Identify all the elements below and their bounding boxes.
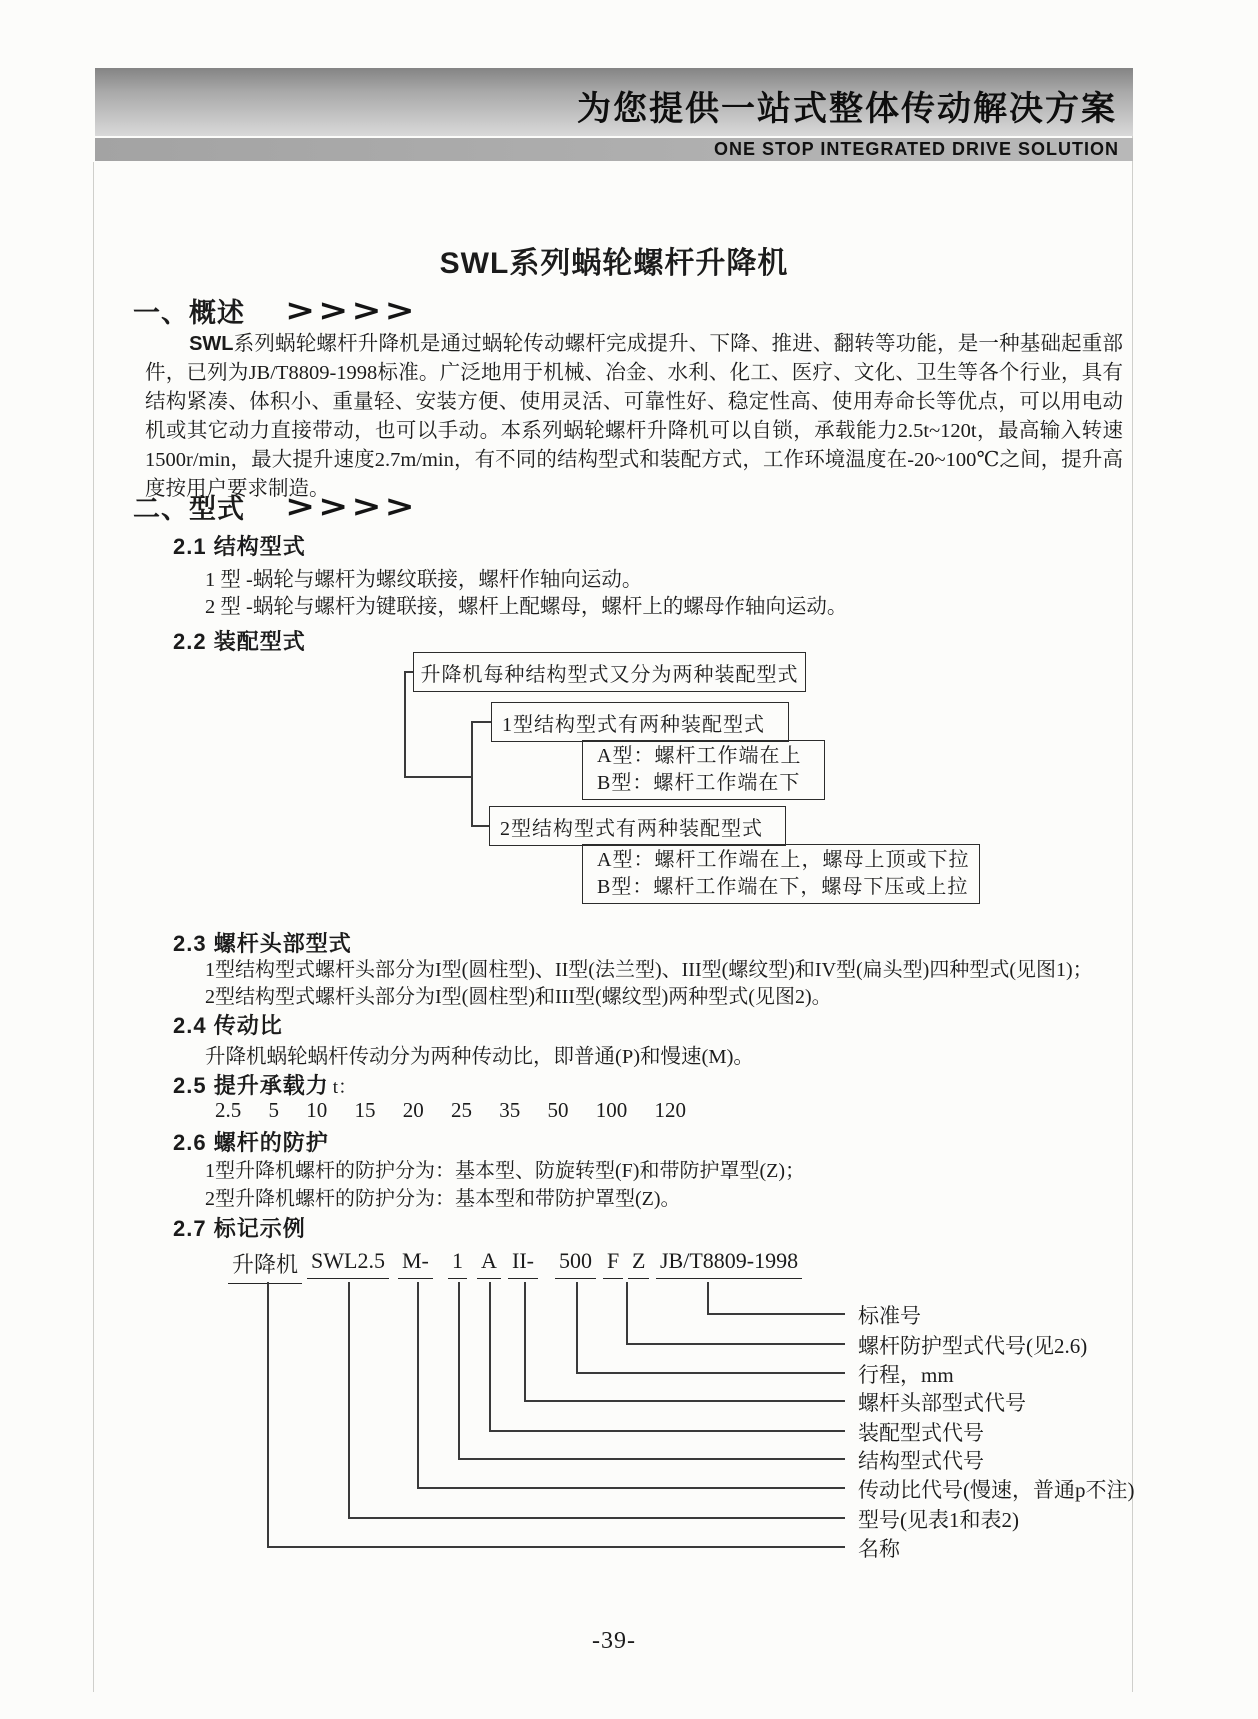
marking-part-model: SWL2.5 [307,1248,389,1279]
marking-label-head-type: 螺杆头部型式代号 [858,1391,1026,1415]
connector-line [348,1282,350,1517]
overview-paragraph [145,330,1123,504]
connector-line [267,1282,269,1546]
connector-line [267,1546,845,1548]
flow-type1-option-b: B型：螺杆工作端在下 [597,772,801,794]
overview-lead-bold: SWL [189,333,234,355]
structure-type-item: 1 型 -蜗轮与螺杆为螺纹联接，螺杆作轴向运动。 [205,569,643,591]
page-edge-left [93,162,94,1692]
marking-label-name: 名称 [858,1537,900,1561]
connector-line [471,721,473,826]
connector-line [707,1313,845,1315]
marking-part-structure-code: 1 [448,1248,467,1279]
connector-line [348,1517,845,1519]
section-types-label: 二、型式 [133,494,245,524]
heading-screw-head-type: 2.3 螺杆头部型式 [173,931,352,956]
connector-line [458,1282,460,1458]
marking-part-ratio-code: M- [398,1248,433,1279]
chevrons-decoration: >>>> [285,293,418,328]
flow-box-type2: 2型结构型式有两种装配型式 [489,806,786,846]
marking-part-standard: JB/T8809-1998 [656,1248,802,1279]
header-strip [95,138,1133,161]
heading-structure-type: 2.1 结构型式 [173,534,306,559]
flow-box-type2-options [582,844,980,904]
marking-part-name: 升降机 [228,1248,302,1284]
screw-head-line: 2型结构型式螺杆头部分为I型(圆柱型)和III型(螺纹型)两种型式(见图2)。 [205,986,832,1008]
connector-line [707,1282,709,1313]
connector-line [524,1400,845,1402]
connector-line [458,1458,845,1460]
connector-line [576,1372,845,1374]
heading-marking-example: 2.7 标记示例 [173,1216,306,1241]
flow-box-type1: 1型结构型式有两种装配型式 [491,702,789,742]
connector-line [524,1282,526,1400]
marking-part-stroke: 500 [555,1248,596,1279]
section-types-heading [133,486,418,527]
page-number: -39- [592,1628,636,1654]
connector-line [417,1487,845,1489]
connector-line [404,776,472,778]
marking-label-assembly: 装配型式代号 [858,1421,984,1445]
overview-paragraph-text: 系列蜗轮螺杆升降机是通过蜗轮传动螺杆完成提升、下降、推进、翻转等功能，是一种基础起重部件，已列为JB/T8809-1998标准。广泛地用于机械、冶金、水利、化工、医疗、文化、卫生等各个行业，具有结构紧凑、体积小、重量轻、安装方便、使用灵活、可靠性好、稳定性高、使用寿命长等优点，可以用电动机或其它动力直接带动，也可以手动。本系列蜗轮螺杆升降机可以自锁，承载能力2.5t~120t，最高输入转速1500r/min，最大提升速度2.7m/min，有不同的结构型式和装配方式，工作环境温度在-20~100℃之间，提升高度按用户要求制造。 [145,333,1123,500]
page-edge-right [1132,68,1133,1692]
marking-part-protection-f: F [603,1248,623,1279]
heading-assembly-type: 2.2 装配型式 [173,629,306,654]
marking-label-ratio: 传动比代号(慢速，普通p不注) [858,1478,1135,1502]
marking-part-protection-z: Z [628,1248,649,1279]
connector-line [626,1343,845,1345]
marking-part-assembly-code: A [477,1248,501,1279]
connector-line [471,721,491,723]
marking-label-model: 型号(见表1和表2) [858,1508,1019,1532]
protection-line: 2型升降机螺杆的防护分为：基本型和带防护罩型(Z)。 [205,1188,681,1210]
connector-line [471,825,489,827]
capacity-unit: t： [332,1077,357,1098]
connector-line [576,1282,578,1372]
section-overview-label: 一、概述 [133,298,245,328]
marking-label-standard: 标准号 [858,1304,921,1328]
capacity-values: 2.5 5 10 15 20 25 35 50 100 120 [215,1098,686,1122]
flow-type1-option-a: A型：螺杆工作端在上 [597,745,802,767]
heading-capacity-label: 2.5 提升承载力 [173,1073,329,1098]
heading-capacity [173,1069,357,1100]
heading-protection: 2.6 螺杆的防护 [173,1130,329,1155]
header-slogan-cn: 为您提供一站式整体传动解决方案 [577,91,1117,128]
page-title: SWL系列蜗轮螺杆升降机 [439,247,789,280]
header-slogan-en: ONE STOP INTEGRATED DRIVE SOLUTION [713,139,1119,159]
marking-part-head-code: II- [508,1248,538,1279]
flow-type2-option-b: B型：螺杆工作端在下，螺母下压或上拉 [597,876,969,898]
connector-line [489,1282,491,1430]
heading-ratio: 2.4 传动比 [173,1013,283,1038]
section-overview-heading [133,290,418,331]
protection-line: 1型升降机螺杆的防护分为：基本型、防旋转型(F)和带防护罩型(Z)； [205,1160,805,1182]
flow-box-root: 升降机每种结构型式又分为两种装配型式 [413,652,806,692]
connector-line [417,1282,419,1487]
flow-type2-option-a: A型：螺杆工作端在上，螺母上顶或下拉 [597,849,970,871]
connector-line [404,671,406,777]
structure-type-item: 2 型 -蜗轮与螺杆为键联接，螺杆上配螺母，螺杆上的螺母作轴向运动。 [205,596,848,618]
flow-box-type1-options [582,740,825,800]
chevrons-decoration: >>>> [285,489,418,524]
ratio-line: 升降机蜗轮蜗杆传动分为两种传动比，即普通(P)和慢速(M)。 [205,1046,754,1068]
header-banner [95,68,1133,136]
marking-label-structure: 结构型式代号 [858,1449,984,1473]
screw-head-line: 1型结构型式螺杆头部分为I型(圆柱型)、II型(法兰型)、III型(螺纹型)和IV型(扁头型)四种型式(见图1)； [205,959,1093,981]
marking-label-stroke: 行程，mm [858,1363,954,1387]
connector-line [489,1430,845,1432]
connector-line [626,1282,628,1343]
marking-label-protection: 螺杆防护型式代号(见2.6) [858,1334,1088,1358]
